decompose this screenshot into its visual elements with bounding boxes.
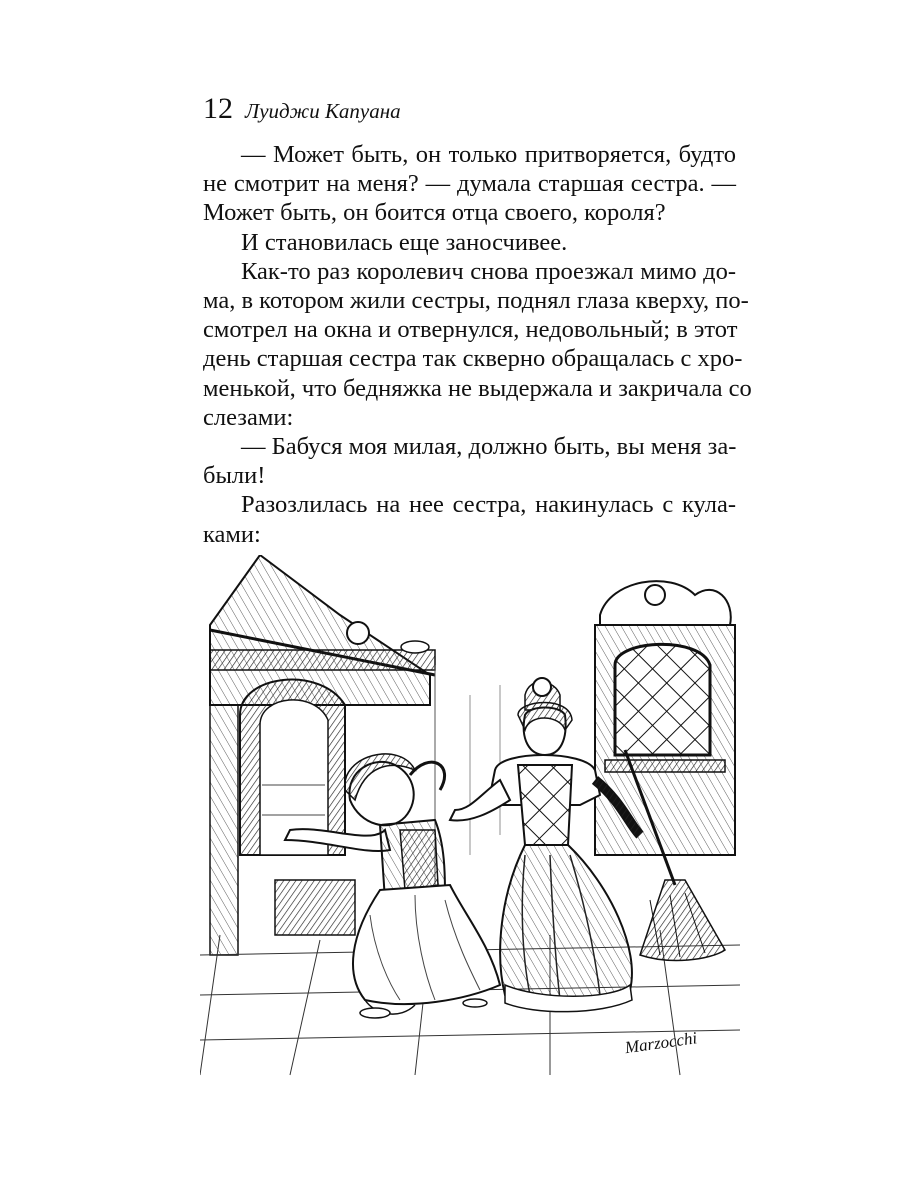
text-line: Разозлилась на нее сестра, накинулась с кула- — [241, 491, 736, 519]
text-line: ма, в котором жили сестры, поднял глаза кверху, по- — [203, 287, 749, 315]
running-head-author: Луиджи Капуана — [245, 99, 401, 123]
text-line: — Бабуся моя милая, должно быть, вы меня за- — [241, 433, 737, 461]
text-line: менькой, что бедняжка не выдержала и закричала со — [203, 374, 752, 402]
text-line: Может быть, он боится отца своего, короля? — [203, 199, 666, 227]
lattice-window — [595, 581, 735, 855]
illustration-drawing — [200, 555, 740, 1080]
artist-signature — [623, 1028, 699, 1057]
text-line: И становилась еще заносчивее. — [241, 228, 568, 256]
text-line: слезами: — [203, 403, 294, 431]
text-line: не смотрит на меня? — думала старшая сестра. — — [203, 170, 736, 198]
body-text — [203, 140, 752, 549]
text-line: Как-то раз королевич снова проезжал мимо до- — [241, 257, 736, 285]
text-line: были! — [203, 462, 266, 490]
page-header — [203, 92, 401, 126]
text-line: день старшая сестра так скверно обращалась с хро- — [203, 345, 743, 373]
engraving-illustration — [200, 555, 740, 1080]
text-line: смотрел на окна и отвернулся, недовольный; в этот — [203, 316, 738, 344]
text-line: ками: — [203, 520, 261, 548]
signature-text: Marzocchi — [623, 1028, 699, 1058]
page-number: 12 — [203, 92, 233, 125]
text-line: — Может быть, он только притворяется, будто — [241, 141, 736, 168]
